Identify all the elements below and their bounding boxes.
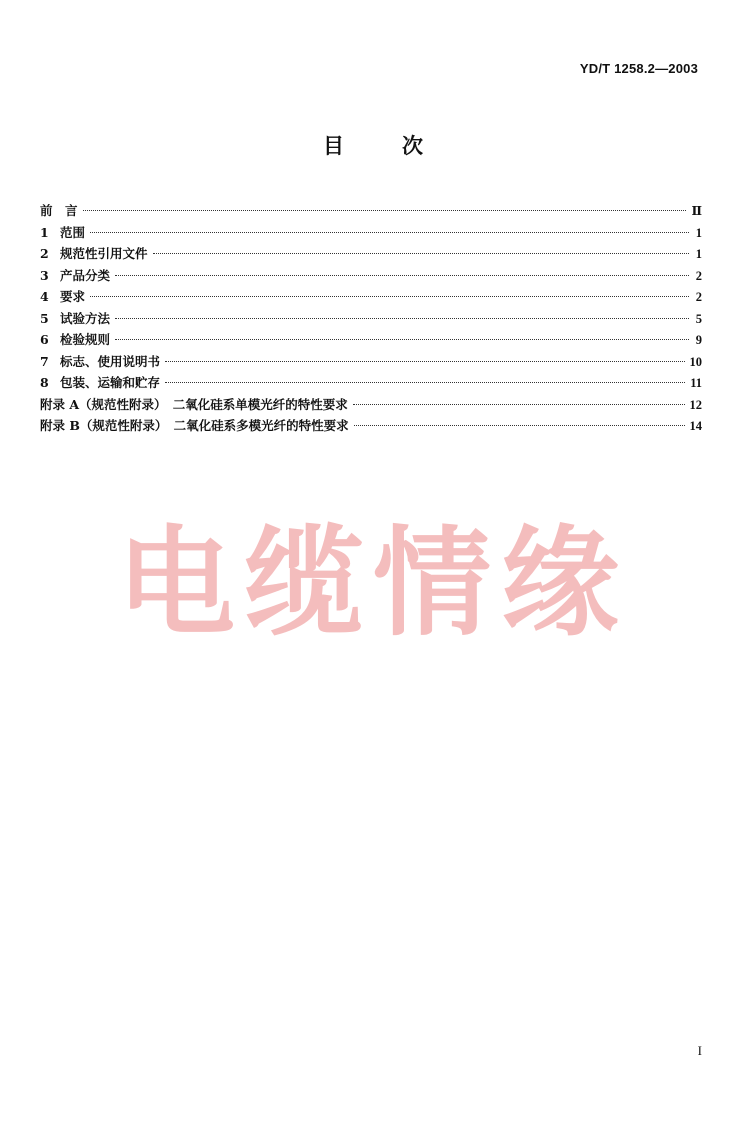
toc-entry-inspection-rules[interactable] — [40, 329, 702, 351]
toc-entry-label: 范围 — [60, 224, 86, 240]
toc-entry-label: 检验规则 — [60, 332, 111, 347]
toc-entry-label: 附录 B（规范性附录） 二氧化硅系多模光纤的特性要求 — [40, 418, 349, 433]
toc-entry-marking-instructions[interactable] — [40, 351, 702, 373]
toc-leader-dots — [115, 339, 689, 340]
toc-entry-packaging-transport-storage[interactable] — [40, 372, 702, 394]
toc-entry-label: 要求 — [60, 289, 86, 304]
toc-entry-number: 1 — [40, 224, 49, 240]
toc-leader-dots — [354, 425, 685, 426]
toc-entry-label: 规范性引用文件 — [60, 246, 148, 261]
toc-entry-number: 6 — [40, 332, 49, 347]
toc-entry-scope[interactable] — [40, 222, 702, 244]
toc-entry-page: 10 — [689, 354, 702, 369]
toc-entry-page: 2 — [695, 268, 702, 283]
toc-entry-product-classification[interactable] — [40, 265, 702, 287]
toc-leader-dots — [115, 318, 689, 319]
toc-entry-label: 标志、使用说明书 — [60, 353, 161, 369]
toc-entry-number: 2 — [40, 246, 49, 261]
toc-leader-dots — [83, 210, 687, 211]
standard-code: YD/T 1258.2—2003 — [579, 61, 698, 76]
toc-entry-label: 附录 A（规范性附录） 二氧化硅系单模光纤的特性要求 — [40, 396, 348, 412]
toc-leader-dots — [153, 253, 689, 254]
toc-leader-dots — [90, 296, 689, 297]
toc-entry-page: 12 — [689, 397, 702, 412]
table-of-contents — [40, 200, 702, 437]
toc-entry-annex-a[interactable] — [40, 394, 702, 416]
toc-entry-page: 1 — [695, 247, 702, 261]
toc-entry-page: 2 — [695, 290, 702, 304]
toc-entry-test-methods[interactable] — [40, 308, 702, 330]
toc-entry-number: 7 — [40, 353, 49, 369]
toc-leader-dots — [90, 232, 689, 233]
toc-entry-page: Ⅱ — [691, 204, 702, 218]
toc-leader-dots — [165, 382, 685, 383]
toc-entry-number: 3 — [40, 267, 49, 283]
toc-title-left: 目 — [323, 133, 344, 158]
watermark-text: 电缆情缘 — [116, 514, 629, 652]
toc-title-right: 次 — [402, 133, 423, 158]
toc-entry-normative-references[interactable] — [40, 243, 702, 265]
toc-entry-page: 11 — [690, 376, 702, 390]
toc-entry-number: 8 — [40, 375, 49, 390]
toc-entry-page: 14 — [689, 419, 702, 433]
toc-entry-page: 5 — [695, 311, 702, 326]
toc-leader-dots — [353, 404, 685, 405]
toc-title — [0, 130, 746, 160]
toc-entry-foreword[interactable] — [40, 200, 702, 222]
toc-entry-label: 试验方法 — [60, 310, 111, 326]
toc-entry-page: 9 — [695, 333, 702, 347]
toc-entry-page: 1 — [695, 225, 702, 240]
toc-entry-annex-b[interactable] — [40, 415, 702, 437]
toc-leader-dots — [165, 361, 684, 362]
toc-entry-label: 产品分类 — [60, 267, 111, 283]
toc-entry-number: 5 — [40, 310, 49, 326]
toc-entry-label: 前 言 — [40, 203, 78, 218]
toc-entry-number: 4 — [40, 289, 49, 304]
toc-entry-requirements[interactable] — [40, 286, 702, 308]
toc-entry-label: 包装、运输和贮存 — [60, 375, 161, 390]
toc-leader-dots — [115, 275, 689, 276]
page-number: I — [697, 1043, 702, 1058]
